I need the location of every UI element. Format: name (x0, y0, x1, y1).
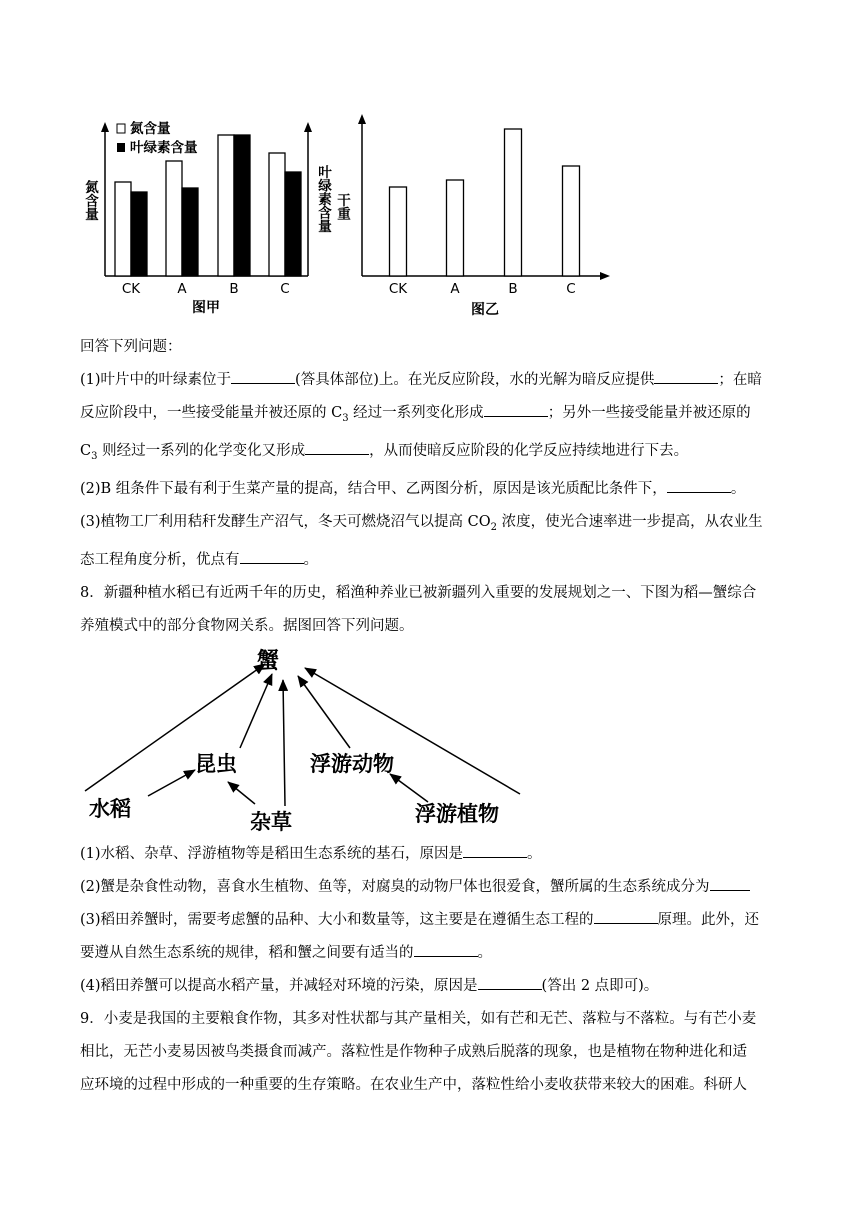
yi-bar-c (563, 166, 580, 276)
subscript: 3 (91, 450, 98, 462)
q7-3-text-a: (3)植物工厂利用秸秆发酵生产沼气，冬天可燃烧沼气以提高 CO (80, 513, 491, 530)
legend-nitrogen-label: 氮含量 (130, 121, 171, 137)
q7-3-text-b: 浓度，使光合速率进一步提高，从农业生 (497, 513, 763, 530)
node-phytoplankton: 浮游植物 (415, 802, 499, 826)
arrow-zooplankton-to-crab (298, 676, 350, 748)
jia-bar-a-nitrogen (166, 161, 182, 276)
jia-tick-label: C (280, 281, 290, 297)
q9-text-c: 应环境的过程中形成的一种重要的生存策略。在农业生产中，落粒性给小麦收获带来较大的困难。科研人 (80, 1077, 747, 1093)
q7-2-text-b: 。 (730, 480, 746, 497)
jia-tick-label: A (177, 281, 187, 297)
answer-blank[interactable] (654, 369, 718, 384)
jia-tick-labels (122, 281, 290, 297)
q7-2-line (80, 473, 784, 506)
q8-2-text-a: (2)蟹是杂食性动物，喜食水生植物、鱼等，对腐臭的动物尸体也很爱食，蟹所属的生态系统成分为 (80, 879, 710, 895)
jia-bar-c-chlorophyll (285, 172, 301, 276)
q8-1-text-b: 。 (527, 846, 542, 862)
figure-yi (334, 114, 610, 318)
intro-text: 回答下列问题： (80, 339, 182, 355)
answer-blank[interactable] (240, 549, 304, 564)
q8-1-text-a: (1)水稻、杂草、浮游植物等是稻田生态系统的基石，原因是 (80, 846, 464, 862)
arrow-weed-to-crab (283, 680, 285, 806)
q8-intro-text-a: 8．新疆种植水稻已有近两千年的历史，稻渔种养业已被新疆列入重要的发展规划之一、下图为稻—蟹综合 (80, 584, 757, 601)
jia-left-axis-arrow (101, 122, 109, 132)
jia-bars (115, 135, 301, 276)
arrow-weed-to-insect (228, 782, 255, 804)
q7-1-text-f: ；另外一些接受能量并被还原的 (547, 405, 751, 421)
answer-blank[interactable] (710, 876, 750, 891)
figure-jia (82, 120, 332, 316)
q7-1-line-3 (80, 435, 784, 473)
yi-bars (390, 129, 580, 276)
q8-3-text-b: 原理。此外，还 (657, 912, 760, 928)
q8-3-line-1 (80, 904, 784, 937)
answer-blank[interactable] (414, 942, 478, 957)
q7-1-line-2 (80, 397, 784, 435)
jia-right-axis-arrow (304, 122, 312, 132)
q8-intro-text-b: 养殖模式中的部分食物网关系。据图回答下列问题。 (80, 617, 414, 634)
answer-blank[interactable] (594, 909, 658, 924)
q7-1-text-b: (答具体部位)上。在光反应阶段，水的光解为暗反应提供 (295, 372, 655, 388)
yi-y-axis-arrow (358, 114, 366, 124)
answer-blank[interactable] (231, 369, 295, 384)
jia-bar-a-chlorophyll (182, 188, 198, 276)
q7-1-text-a: (1)叶片中的叶绿素位于 (80, 372, 232, 388)
yi-x-axis-arrow (600, 272, 610, 280)
answer-blank[interactable] (667, 478, 731, 493)
yi-tick-label: B (508, 281, 518, 297)
q8-4-text-b: (答出 2 点即可)。 (541, 978, 659, 994)
yi-tick-label: A (450, 281, 460, 297)
arrow-rice-to-crab (85, 664, 265, 791)
jia-caption: 图甲 (192, 300, 220, 316)
node-zooplankton: 浮游动物 (310, 752, 394, 776)
intro-line (80, 331, 784, 364)
q7-3-line-2 (80, 544, 784, 577)
answer-blank[interactable] (305, 440, 369, 455)
jia-bar-b-nitrogen (218, 135, 234, 276)
yi-tick-label: C (566, 281, 576, 297)
yi-tick-label: CK (388, 281, 408, 297)
q7-3-text-c: 态工程角度分析，优点有 (80, 551, 240, 568)
jia-bar-c-nitrogen (269, 153, 285, 276)
question-7-text (80, 331, 784, 643)
subscript: 3 (342, 412, 349, 424)
jia-bar-b-chlorophyll (234, 135, 250, 276)
q8-4-text-a: (4)稻田养蟹可以提高水稻产量，并减轻对环境的污染，原因是 (80, 978, 478, 994)
node-insect: 昆虫 (195, 752, 237, 776)
q8-3-text-c: 要遵从自然生态系统的规律，稻和蟹之间要有适当的 (80, 945, 414, 961)
q9-text-b: 相比，无芒小麦易因被鸟类摄食而减产。落粒性是作物种子成熟后脱落的现象，也是植物在物种进化和适 (80, 1044, 747, 1060)
jia-tick-label: CK (121, 281, 141, 297)
answer-blank[interactable] (463, 843, 527, 858)
node-weed: 杂草 (250, 810, 292, 834)
question-8-9-text (80, 838, 784, 1102)
q8-3-text-d: 。 (477, 945, 492, 961)
q7-1-text-d: 反应阶段中，一些接受能量并被还原的 C (80, 405, 343, 421)
q7-2-text-a: (2)B 组条件下最有利于生菜产量的提高，结合甲、乙两图分析，原因是该光质配比条件下， (80, 480, 667, 497)
q7-1-line-1 (80, 364, 784, 397)
q7-1-text-e: 经过一系列变化形成 (348, 405, 484, 421)
figures (80, 108, 620, 323)
yi-caption: 图乙 (471, 302, 499, 318)
q8-3-line-2 (80, 937, 784, 970)
arrow-insect-to-crab (240, 674, 272, 748)
yi-bar-ck (390, 187, 407, 276)
yi-bar-a (447, 180, 464, 276)
q9-line-3 (80, 1069, 784, 1102)
q8-3-text-a: (3)稻田养蟹时，需要考虑蟹的品种、大小和数量等，这主要是在遵循生态工程的 (80, 912, 594, 928)
q8-intro-line-1 (80, 577, 784, 610)
jia-right-axis-label: 叶绿素含量 (315, 165, 331, 233)
q8-2-line (80, 871, 784, 904)
yi-tick-labels (389, 281, 576, 297)
food-web-diagram (80, 636, 540, 836)
q7-1-text-c: ；在暗 (718, 372, 762, 388)
q7-1-text-i: ，从而使暗反应阶段的化学反应持续地进行下去。 (369, 442, 689, 459)
q7-1-text-h: 则经过一系列的化学变化又形成 (97, 442, 306, 459)
arrow-rice-to-insect (148, 770, 195, 796)
q7-3-text-d: 。 (303, 551, 318, 568)
subscript: 2 (490, 521, 498, 533)
node-rice: 水稻 (89, 797, 131, 821)
jia-tick-label: B (229, 281, 239, 297)
yi-bar-b (505, 129, 522, 276)
q8-1-line (80, 838, 784, 871)
legend-nitrogen-swatch (117, 124, 125, 133)
figure-svg (80, 108, 620, 323)
q7-3-line-1 (80, 506, 784, 544)
q7-1-text-g: C (80, 442, 92, 459)
node-crab: 蟹 (257, 649, 280, 674)
legend-chlorophyll-label: 叶绿素含量 (130, 140, 198, 156)
q9-line-2 (80, 1036, 784, 1069)
answer-blank[interactable] (484, 402, 548, 417)
q9-text-a: 9．小麦是我国的主要粮食作物，其多对性状都与其产量相关，如有芒和无芒、落粒与不落粒。与有芒小麦 (80, 1011, 757, 1027)
yi-y-axis-label: 干重 (334, 193, 350, 220)
jia-bar-ck-nitrogen (115, 182, 131, 276)
answer-blank[interactable] (478, 975, 542, 990)
legend-chlorophyll-swatch (117, 143, 125, 152)
q8-4-line (80, 970, 784, 1003)
q9-line-1 (80, 1003, 784, 1036)
jia-bar-ck-chlorophyll (131, 192, 147, 276)
jia-left-axis-label: 氮含量 (82, 180, 98, 221)
